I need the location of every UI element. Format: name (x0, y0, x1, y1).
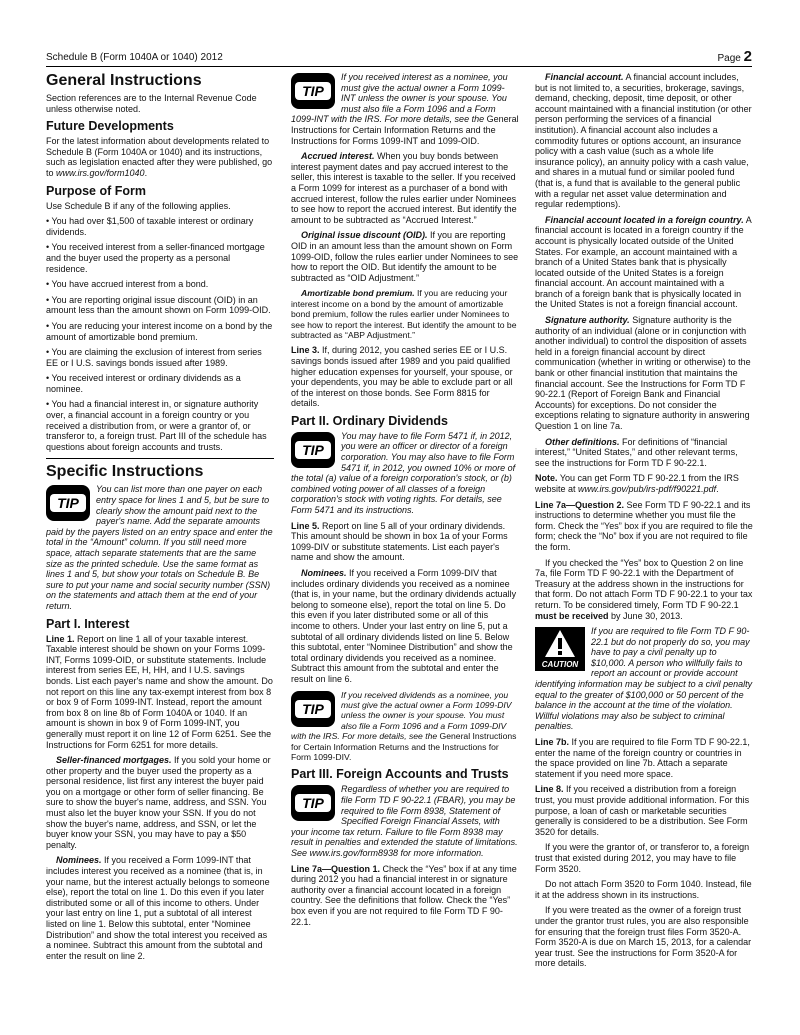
paragraph-yes-box: If you checked the “Yes” box to Question 2 on line 7a, file Form TD F 90-22.1 with the Department of Treasury at the address shown in the instructions for that form. Do not attach Form TD F 90-22.1 to your tax return. To be considered timely, Form TD F 90-22.1 must be received by June 30, 2013. (535, 557, 753, 621)
paragraph-note: Note. You can get Form TD F 90-22.1 from the IRS website at www.irs.gov/pub/irs-pdf/f90221.pdf. (535, 473, 739, 494)
link-form1040[interactable]: www.irs.gov/form1040 (56, 167, 145, 178)
bullet-item: • You had a financial interest in, or signature authority over, a financial account in a foreign country or you received a distribution from, or were a grantor of, or transferor to, a foreign trust. Part III of the schedule has questions about foreign accounts and trusts. (46, 399, 267, 452)
paragraph: Section references are to the Internal Revenue Code unless otherwise noted. (46, 93, 257, 114)
divider (46, 458, 274, 459)
paragraph-abp: Amortizable bond premium. If you are reducing your interest income on a bond by the amount of amortizable bond premium, follow the rules earlier under Nominees to see how to report the interest. But identify the amount to be subtracted as “ABP Adjustment.” (291, 288, 517, 340)
svg-text:TIP: TIP (302, 83, 324, 99)
paragraph-nominees: Nominees. If you received a Form 1099-INT that includes interest you received as a nominee (that is, in your name, but the interest actually belongs to someone else), report the total on line 1. Do this even if you later distributed some or all of this income to others. Under your last entry on line 1, put a subtotal of all interest listed on line 1. Below this subtotal, enter “Nominee Distribution” and show the total interest you received as a nominee. Subtract this amount from the subtotal and enter the result on line 2. (46, 855, 270, 961)
heading-specific-instructions: Specific Instructions (46, 463, 204, 481)
paragraph-seller-financed: Seller-financed mortgages. If you sold your home or other property and the buyer used the property as a personal residence, list first any interest the buyer paid you on a mortgage or other form of seller financing. Be sure to show the buyer's name, address, and SSN. You must also let the buyer know your SSN. If you do not show the buyer's name, address, and SSN, or let the buyer know your SSN, you may have to pay a $50 penalty. (46, 755, 271, 850)
svg-text:TIP: TIP (57, 495, 79, 512)
page-header (46, 48, 752, 67)
heading-part-3-foreign: Part III. Foreign Accounts and Trusts (291, 767, 509, 782)
paragraph: For the latest information about developments related to Schedule B (Form 1040A or 1040) and its instructions, such as legislation enacted after they were published, go to www.irs.gov/form1040. (46, 136, 273, 178)
paragraph-line-5: Line 5. Report on line 5 all of your ordinary dividends. This amount should be shown in box 1a of your Forms 1099-DIV or substitute statements. List each payer's name and show the amount. (291, 520, 508, 563)
tip-box: TIP Regardless of whether you are required to file Form TD F 90-22.1 (FBAR), you may be required to file Form 8938, Statement of Specified Foreign Financial Assets, with your income tax return. Failure to file Form 8938 may result in penalties and extended the statute of limitations. See www.irs.gov/form8938 for more information. (291, 784, 518, 858)
paragraph: If you were the grantor of, or transferor to, a foreign trust that existed during 2012, you may have to file Form 3520. (535, 842, 750, 874)
paragraph-line-7a-q2: Line 7a—Question 2. See Form TD F 90-22.1 and its instructions to determine whether you must file the form. Check the “Yes” box if you are required to file the form; check the “No” box if you are not required to file the form. (535, 499, 753, 552)
tip-icon (46, 485, 90, 521)
bullet-item: • You received interest or ordinary dividends as a nominee. (46, 373, 241, 394)
bullet-item: • You are reducing your interest income on a bond by the amount of amortizable bond premium. (46, 320, 273, 342)
paragraph-line-7b: Line 7b. If you are required to file Form TD F 90-22.1, enter the name of the foreign country or countries in the space provided on line 7b. Attach a separate statement if you need more space. (535, 737, 750, 779)
paragraph: Use Schedule B if any of the following applies. (46, 200, 231, 211)
tip-box: TIP If you received dividends as a nominee, you must give the actual owner a Form 1099-DIV unless the owner is your spouse. You must also file a Form 1096 and a Form 1099-DIV with the IRS. For more details, see the General Instructions for Certain Information Returns and the Instructions for Form 1099-DIV. (291, 689, 517, 762)
paragraph-line-8: Line 8. If you received a distribution from a foreign trust, you must provide additional information. For this purpose, a loan of cash or marketable securities generally is considered to be a distribution. See Form 3520 for details. (535, 784, 750, 837)
bullet-item: • You had over $1,500 of taxable interest or ordinary dividends. (46, 216, 254, 237)
caution-box: CAUTION If you are required to file Form TD F 90-22.1 but do not properly do so, you may have to pay a civil penalty up to $10,000. A person who willfully fails to report an account or provide account identifying information may be subject to a civil penalty equal to the greater of $100,000 or 50 percent of the balance in the account at the time of the violation. Willful violations may also be subject to criminal penalties. (535, 626, 753, 732)
heading-part-1-interest: Part I. Interest (46, 616, 130, 631)
page-number: Page 2 (717, 48, 752, 65)
paragraph-line-3: Line 3. If, during 2012, you cashed series EE or I U.S. savings bonds issued after 1989 and you paid qualified higher education expenses for yourself, your spouse, or your dependents, you may be able to exclude part or all of the interest on those bonds. See Form 8815 for details. (291, 345, 513, 409)
column-3 (535, 72, 753, 974)
svg-text:CAUTION: CAUTION (541, 660, 579, 670)
svg-text:TIP: TIP (302, 700, 324, 717)
heading-future-developments: Future Developments (46, 119, 174, 134)
column-1 (46, 72, 274, 966)
paragraph-oid: Original issue discount (OID). If you are reporting OID in an amount less than the amount shown on Form 1099-OID, follow the rules earlier under Nominees to see how to report the OID. But identify the amount to be subtracted as “OID Adjustment.” (291, 230, 519, 283)
bullet-item: • You received interest from a seller-financed mortgage and the buyer used the property as a personal residence. (46, 242, 265, 274)
paragraph-financial-account: Financial account. A financial account includes, but is not limited to, a securities, brokerage, savings, demand, checking, deposit, time deposit, or other account maintained with a financial institution (or other person performing the services of a financial institution). A financial account also includes a commodity futures or options account, an insurance policy with a cash value (such as a whole life insurance policy), an annuity policy with a cash value, and shares in a mutual fund or similar pooled fund (that is, a fund that is available to the general public with a regular net asset value determination and regular redemptions). (535, 72, 752, 210)
form-title: Schedule B (Form 1040A or 1040) 2012 (46, 52, 223, 63)
paragraph-foreign-country: Financial account located in a foreign country. A financial account is located in a foreign country if the account is physically located outside of the United States. For example, an account maintained with a branch of a United States bank that is physically located outside of the United States is a foreign financial account. An account maintained with a branch of a foreign bank that is physically located in the United States is not a foreign financial account. (535, 214, 752, 310)
tip-icon (291, 691, 335, 727)
tip-box: TIP You can list more than one payer on each entry space for lines 1 and 5, but be sure to clearly show the amount paid next to the payer's name. Add the separate amounts paid by the payers listed on an entry space and enter the total in the “Amount” column. If you still need more space, attach separate statements that are the same size as the printed schedule. Use the same format as lines 1 and 5, but show your totals on Schedule B. Be sure to put your name and social security number (SSN) on the statements and attach them at the end of your return. (46, 484, 273, 611)
heading-general-instructions: General Instructions (46, 72, 202, 89)
bullet-item: • You are claiming the exclusion of interest from series EE or I U.S. savings bonds issued after 1989. (46, 347, 262, 368)
paragraph: If you were treated as the owner of a foreign trust under the grantor trust rules, you are also responsible for ensuring that the foreign trust files Form 3520-A. Form 3520-A is due on March 15, 2013, for a calendar year trust. See the instructions for Form 3520-A for more details. (535, 905, 752, 969)
svg-text:TIP: TIP (302, 441, 324, 458)
paragraph: Do not attach Form 3520 to Form 1040. Instead, file it at the address shown in its instructions. (535, 879, 752, 900)
paragraph-signature-authority: Signature authority. Signature authority is the authority of an individual (alone or in conjunction with another individual) to control the disposition of assets held in a foreign financial account by direct communication (whether in writing or otherwise) to the bank or other financial institution that maintains the financial account. See the Instructions for Form TD F 90-22.1 (Report of Foreign Bank and Financial Accounts) for exceptions. Do not consider the exceptions relating to signature authority in answering Question 1 on line 7a. (535, 315, 751, 431)
paragraph-other-definitions: Other definitions. For definitions of “financial interest,” “United States,” and other relevant terms, see the instructions for Form TD F 90-22.1. (535, 436, 738, 468)
paragraph-nominees-div: Nominees. If you received a Form 1099-DIV that includes ordinary dividends you received as a nominee (that is, in your name, but the ordinary dividends actually belong to someone else), report the total on line 5. Do this even if you later distributed some or all of this income to others. Under your last entry on line 5, put a subtotal of all ordinary dividends listed on line 5. Below this subtotal, enter “Nominee Distribution” and show the total ordinary dividends you received as a nominee. Subtract this amount from the subtotal and enter the result on line 6. (291, 568, 517, 684)
tip-box: TIP You may have to file Form 5471 if, in 2012, you were an officer or director of a foreign corporation. You may also have to file Form 5471 if, in 2012, you owned 10% or more of the total (a) value of a foreign corporation's stock, or (b) combined voting power of all classes of a foreign corporation's stock with voting rights. For details, see Form 5471 and its instructions. (291, 430, 516, 516)
caution-icon (535, 627, 585, 671)
bullet-item: • You have accrued interest from a bond. (46, 279, 209, 290)
paragraph-accrued-interest: Accrued interest. When you buy bonds between interest payment dates and pay accrued interest to the seller, this interest is taxable to the seller. If you received a Form 1099 for interest as a purchaser of a bond with accrued interest, follow the rules earlier under Nominees to see how to report the accrued interest. But identify the amount to be subtracted as “Accrued Interest.” (291, 151, 517, 225)
tip-icon (291, 432, 335, 468)
paragraph-line-1: Line 1. Report on line 1 all of your taxable interest. Taxable interest should be shown on your Forms 1099-INT, Forms 1099-OID, or substitute statements. Include interest from series EE, H, HH, and I U.S. savings bonds. List each payer's name and show the amount. Do not report on this line any tax-exempt interest from box 8 or box 9 of Form 1099-INT. Instead, report the amount from box 8 on line 8b of Form 1040A or 1040. If an amount is shown in box 9 of Form 1099-INT, you generally must report it on line 12 of Form 6251. See the Instructions for Form 6251 for more details. (46, 633, 273, 750)
bullet-item: • You are reporting original issue discount (OID) in an amount less than the amount shown on Form 1099-OID. (46, 294, 271, 316)
paragraph-line-7a-q1: Line 7a—Question 1. Check the “Yes” box if at any time during 2012 you had a financial interest in or signature authority over a financial account located in a foreign country. See the definitions that follow. Check the “Yes” box even if you are not required to file Form TD F 90-22.1. (291, 863, 517, 927)
heading-purpose-of-form: Purpose of Form (46, 183, 147, 198)
tip-box: TIP If you received interest as a nominee, you must give the actual owner a Form 1099-INT unless the owner is your spouse. You must also file a Form 1096 and a Form 1099-INT with the IRS. For more details, see the General Instructions for Certain Information Returns and the Instructions for Forms 1099-INT and 1099-OID. (291, 72, 519, 146)
link-f90221[interactable]: www.irs.gov/pub/irs-pdf/f90221.pdf (578, 483, 717, 494)
heading-part-2-dividends: Part II. Ordinary Dividends (291, 413, 448, 428)
svg-text:TIP: TIP (302, 795, 324, 812)
tip-icon (291, 73, 335, 109)
tip-icon (291, 785, 335, 821)
column-2 (291, 72, 519, 932)
